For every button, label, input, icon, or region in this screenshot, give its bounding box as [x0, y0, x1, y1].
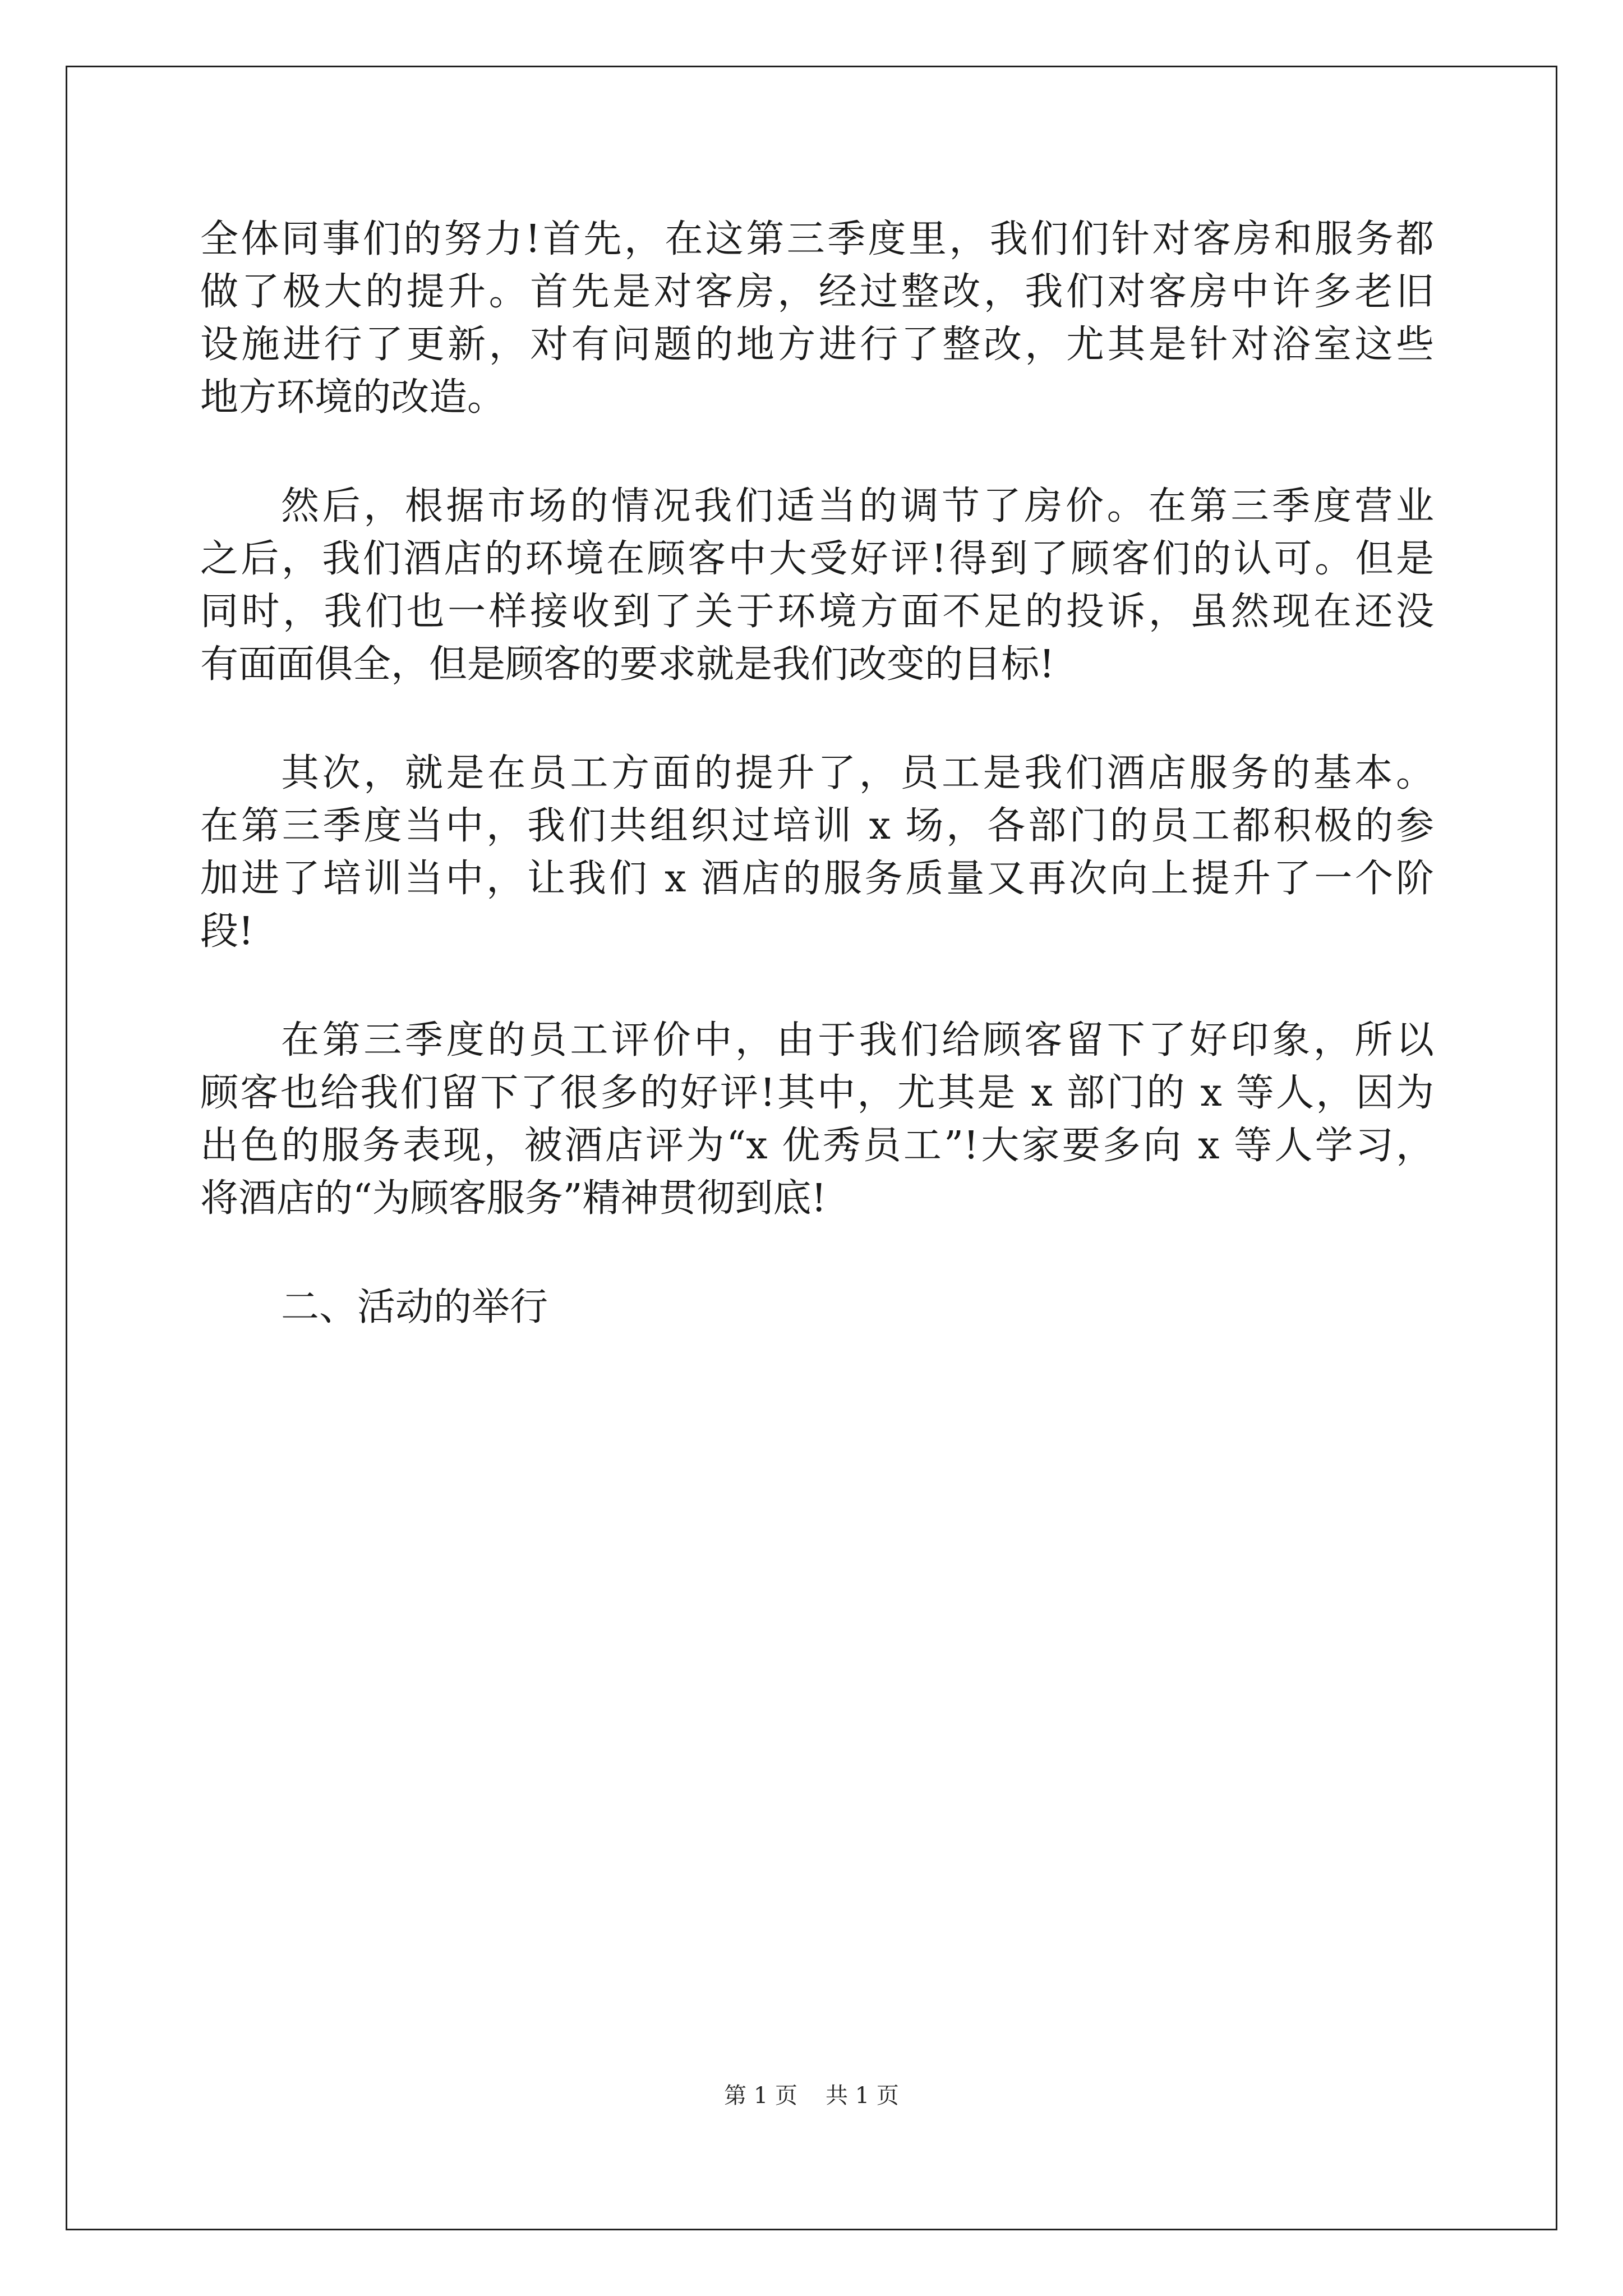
- text-line: 出色的服务表现，被酒店评为“x 优秀员工”!大家要多向 x 等人学习，: [200, 1124, 1434, 1168]
- text-line: 在第三季度的员工评价中，由于我们给顾客留下了好印象，所以: [281, 1018, 1434, 1062]
- document-body: [200, 213, 1434, 1334]
- text-line: 全体同事们的努力!首先，在这第三季度里，我们们针对客房和服务都: [200, 217, 1434, 261]
- paragraph: [200, 213, 1434, 424]
- text-line: 地方环境的改造。: [200, 375, 506, 420]
- text-line: 然后，根据市场的情况我们适当的调节了房价。在第三季度营业: [281, 484, 1434, 528]
- page-footer: [0, 2080, 1623, 2111]
- text-line: 在第三季度当中，我们共组织过培训 x 场，各部门的员工都积极的参: [200, 804, 1434, 848]
- text-line: 段!: [200, 909, 254, 954]
- text-line: 顾客也给我们留下了很多的好评!其中，尤其是 x 部门的 x 等人，因为: [200, 1071, 1434, 1115]
- text-line: 将酒店的“为顾客服务”精神贯彻到底!: [200, 1176, 827, 1221]
- text-line: 之后，我们酒店的环境在顾客中大受好评!得到了顾客们的认可。但是: [200, 537, 1434, 581]
- text-line: 加进了培训当中，让我们 x 酒店的服务质量又再次向上提升了一个阶: [200, 857, 1434, 901]
- text-line: 做了极大的提升。首先是对客房，经过整改，我们对客房中许多老旧: [200, 270, 1434, 314]
- text-line: 其次，就是在员工方面的提升了，员工是我们酒店服务的基本。: [281, 751, 1434, 795]
- text-line: 有面面俱全，但是顾客的要求就是我们改变的目标!: [200, 642, 1055, 687]
- text-line: 同时，我们也一样接收到了关于环境方面不足的投诉，虽然现在还没: [200, 590, 1434, 634]
- page-number: 第 1 页: [724, 2083, 797, 2109]
- section-heading: [200, 1281, 1434, 1334]
- text-line: 设施进行了更新，对有问题的地方进行了整改，尤其是针对浴室这些: [200, 323, 1434, 367]
- paragraph: [200, 747, 1434, 958]
- paragraph: [200, 1014, 1434, 1225]
- page-total: 共 1 页: [826, 2083, 899, 2109]
- text-line: 二、活动的举行: [281, 1285, 548, 1329]
- paragraph: [200, 480, 1434, 691]
